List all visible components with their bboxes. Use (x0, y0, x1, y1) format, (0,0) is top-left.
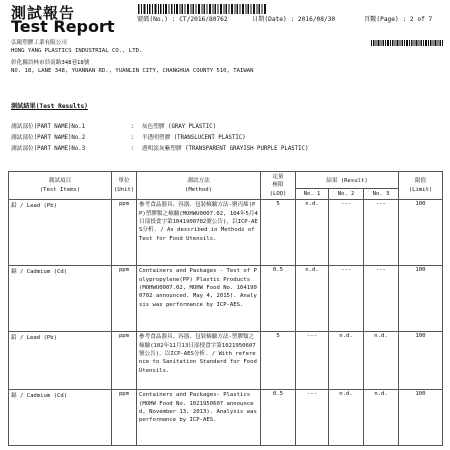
report-number-value: CT/2016/80762 (179, 16, 228, 23)
page-indicator (364, 14, 432, 23)
table-row (9, 390, 443, 446)
company-name-english: HONG YANG PLASTICS INDUSTRIAL CO., LTD. (11, 48, 143, 54)
header-test-items-cn: 測試項目 (48, 178, 72, 185)
cell-result-no3: --- (364, 200, 399, 266)
cell-test-item: 鉛 / Lead (Pb) (9, 332, 112, 390)
part-name-value: 灰色塑膠 (GRAY PLASTIC) (141, 124, 216, 130)
cell-result-no3: --- (364, 266, 399, 332)
cell-result-no2: --- (329, 266, 364, 332)
header-method-cn: 測試方法 (187, 178, 210, 185)
report-title-english: Test Report (11, 17, 115, 36)
company-address-english: NO. 18, LANE 348, YUANNAN RD., YUANLIN CITY, CHANGHUA COUNTY 510, TAIWAN (11, 68, 254, 74)
report-date-label: 日期(Date) : (252, 16, 295, 23)
header-limit-en: (Limit) (408, 186, 433, 193)
header-limit (399, 172, 443, 200)
header-method-en: (Method) (185, 186, 212, 193)
cell-method: 參考食品器具、容器、包裝檢驗方法-塑膠類之檢驗(102年11月13日部授食字第1021950607號公告)，以ICP-AES分析. / With reference to Sanitation Standard for Food Utensils. (137, 332, 261, 390)
cell-unit: ppm (112, 332, 137, 390)
part-name-value: 透明淡灰紫塑膠 (TRANSPARENT GRAYISH PURPLE PLASTIC) (141, 146, 309, 152)
cell-result-no3: n.d. (364, 390, 399, 446)
header-unit-cn: 單位 (118, 178, 130, 185)
cell-unit: ppm (112, 200, 137, 266)
company-address-chinese: 彰化縣員林市員南路348巷18號 (11, 60, 90, 66)
page-value: 2 of 7 (409, 16, 433, 23)
cell-result-no2: --- (329, 200, 364, 266)
cell-method: 參考食品器具、容器、包裝檢驗方法-聚丙烯(PP)塑膠類之檢驗(MOHWU0007.02, 104年5月4日部授食字第1041900702號公告)，以ICP-AES分析. / As described in Methods of Test for Food Utensils. (137, 200, 261, 266)
cell-result-no1: n.d. (296, 200, 329, 266)
report-date-value: 2016/08/30 (297, 16, 336, 23)
header-limit-cn: 限值 (414, 178, 427, 185)
report-title-chinese: 測試報告 (11, 4, 76, 22)
header-no3: No. 3 (364, 189, 399, 200)
cell-unit: ppm (112, 390, 137, 446)
cell-test-item: 鎘 / Cadmium (Cd) (9, 266, 112, 332)
barcode-icon (371, 40, 443, 46)
part-name-row (11, 121, 216, 130)
cell-method: Containers and Packages - Test of Polypropylene(PP) Plastic Products (MOHWU0007.02, MOHW Food No. 1041900702 announced. May 4, 2015). Analysis was performance by ICP-AES. (137, 266, 261, 332)
cell-test-item: 鎘 / Cadmium (Cd) (9, 390, 112, 446)
header-unit-en: (Unit) (114, 186, 135, 193)
part-name-value: 半透明塑膠 (TRANSLUCENT PLASTIC) (141, 135, 246, 141)
part-name-separator: : (130, 124, 134, 130)
table-row (9, 332, 443, 390)
table-row (9, 200, 443, 266)
cell-result-no1: --- (296, 390, 329, 446)
cell-limit: 100 (399, 390, 443, 446)
part-name-row (11, 132, 246, 141)
page-label: 頁數(Page) : (364, 16, 407, 23)
header-method (137, 172, 261, 200)
cell-result-no2: n.d. (329, 390, 364, 446)
cell-unit: ppm (112, 266, 137, 332)
header-loq-line3: (LOQ) (269, 190, 287, 197)
cell-limit: 100 (399, 332, 443, 390)
cell-loq: 5 (261, 332, 296, 390)
table-row (9, 266, 443, 332)
report-number (137, 14, 228, 23)
cell-test-item: 鉛 / Lead (Pb) (9, 200, 112, 266)
report-date (252, 14, 335, 23)
cell-result-no1: --- (296, 332, 329, 390)
part-name-label: 測試部位(PART NAME)No.3 (11, 146, 86, 152)
cell-loq: 0.5 (261, 390, 296, 446)
cell-loq: 0.5 (261, 266, 296, 332)
cell-result-no2: n.d. (329, 332, 364, 390)
part-name-label: 測試部位(PART NAME)No.2 (11, 135, 86, 141)
part-name-label: 測試部位(PART NAME)No.1 (11, 124, 86, 130)
part-name-separator: : (130, 146, 134, 152)
header-test-items-en: (Test Items) (39, 186, 81, 193)
cell-result-no3: n.d. (364, 332, 399, 390)
section-title: 測試結果(Test Results) (11, 103, 88, 110)
part-name-row (11, 143, 308, 152)
header-loq (261, 172, 296, 200)
header-loq-line1: 定量 (272, 174, 284, 180)
cell-method: Containers and Packages- Plastics (MOHW Food No. 1021950607 announced, November 13, 2013). Analysis was performance by ICP-AES. (137, 390, 261, 446)
part-name-separator: : (130, 135, 134, 141)
cell-limit: 100 (399, 266, 443, 332)
barcode-icon (138, 4, 266, 14)
header-test-items (9, 172, 112, 200)
header-no2: No. 2 (329, 189, 364, 200)
company-name-chinese: 弘陽塑膠工業有限公司 (11, 40, 67, 46)
header-loq-line2: 極限 (272, 182, 284, 189)
header-unit (112, 172, 137, 200)
results-table (8, 171, 443, 446)
header-result: 結果 (Result) (296, 172, 399, 189)
cell-loq: 5 (261, 200, 296, 266)
cell-limit: 100 (399, 200, 443, 266)
cell-result-no1: n.d. (296, 266, 329, 332)
report-number-label: 號碼(No.) : (137, 16, 176, 23)
header-no1: No. 1 (296, 189, 329, 200)
